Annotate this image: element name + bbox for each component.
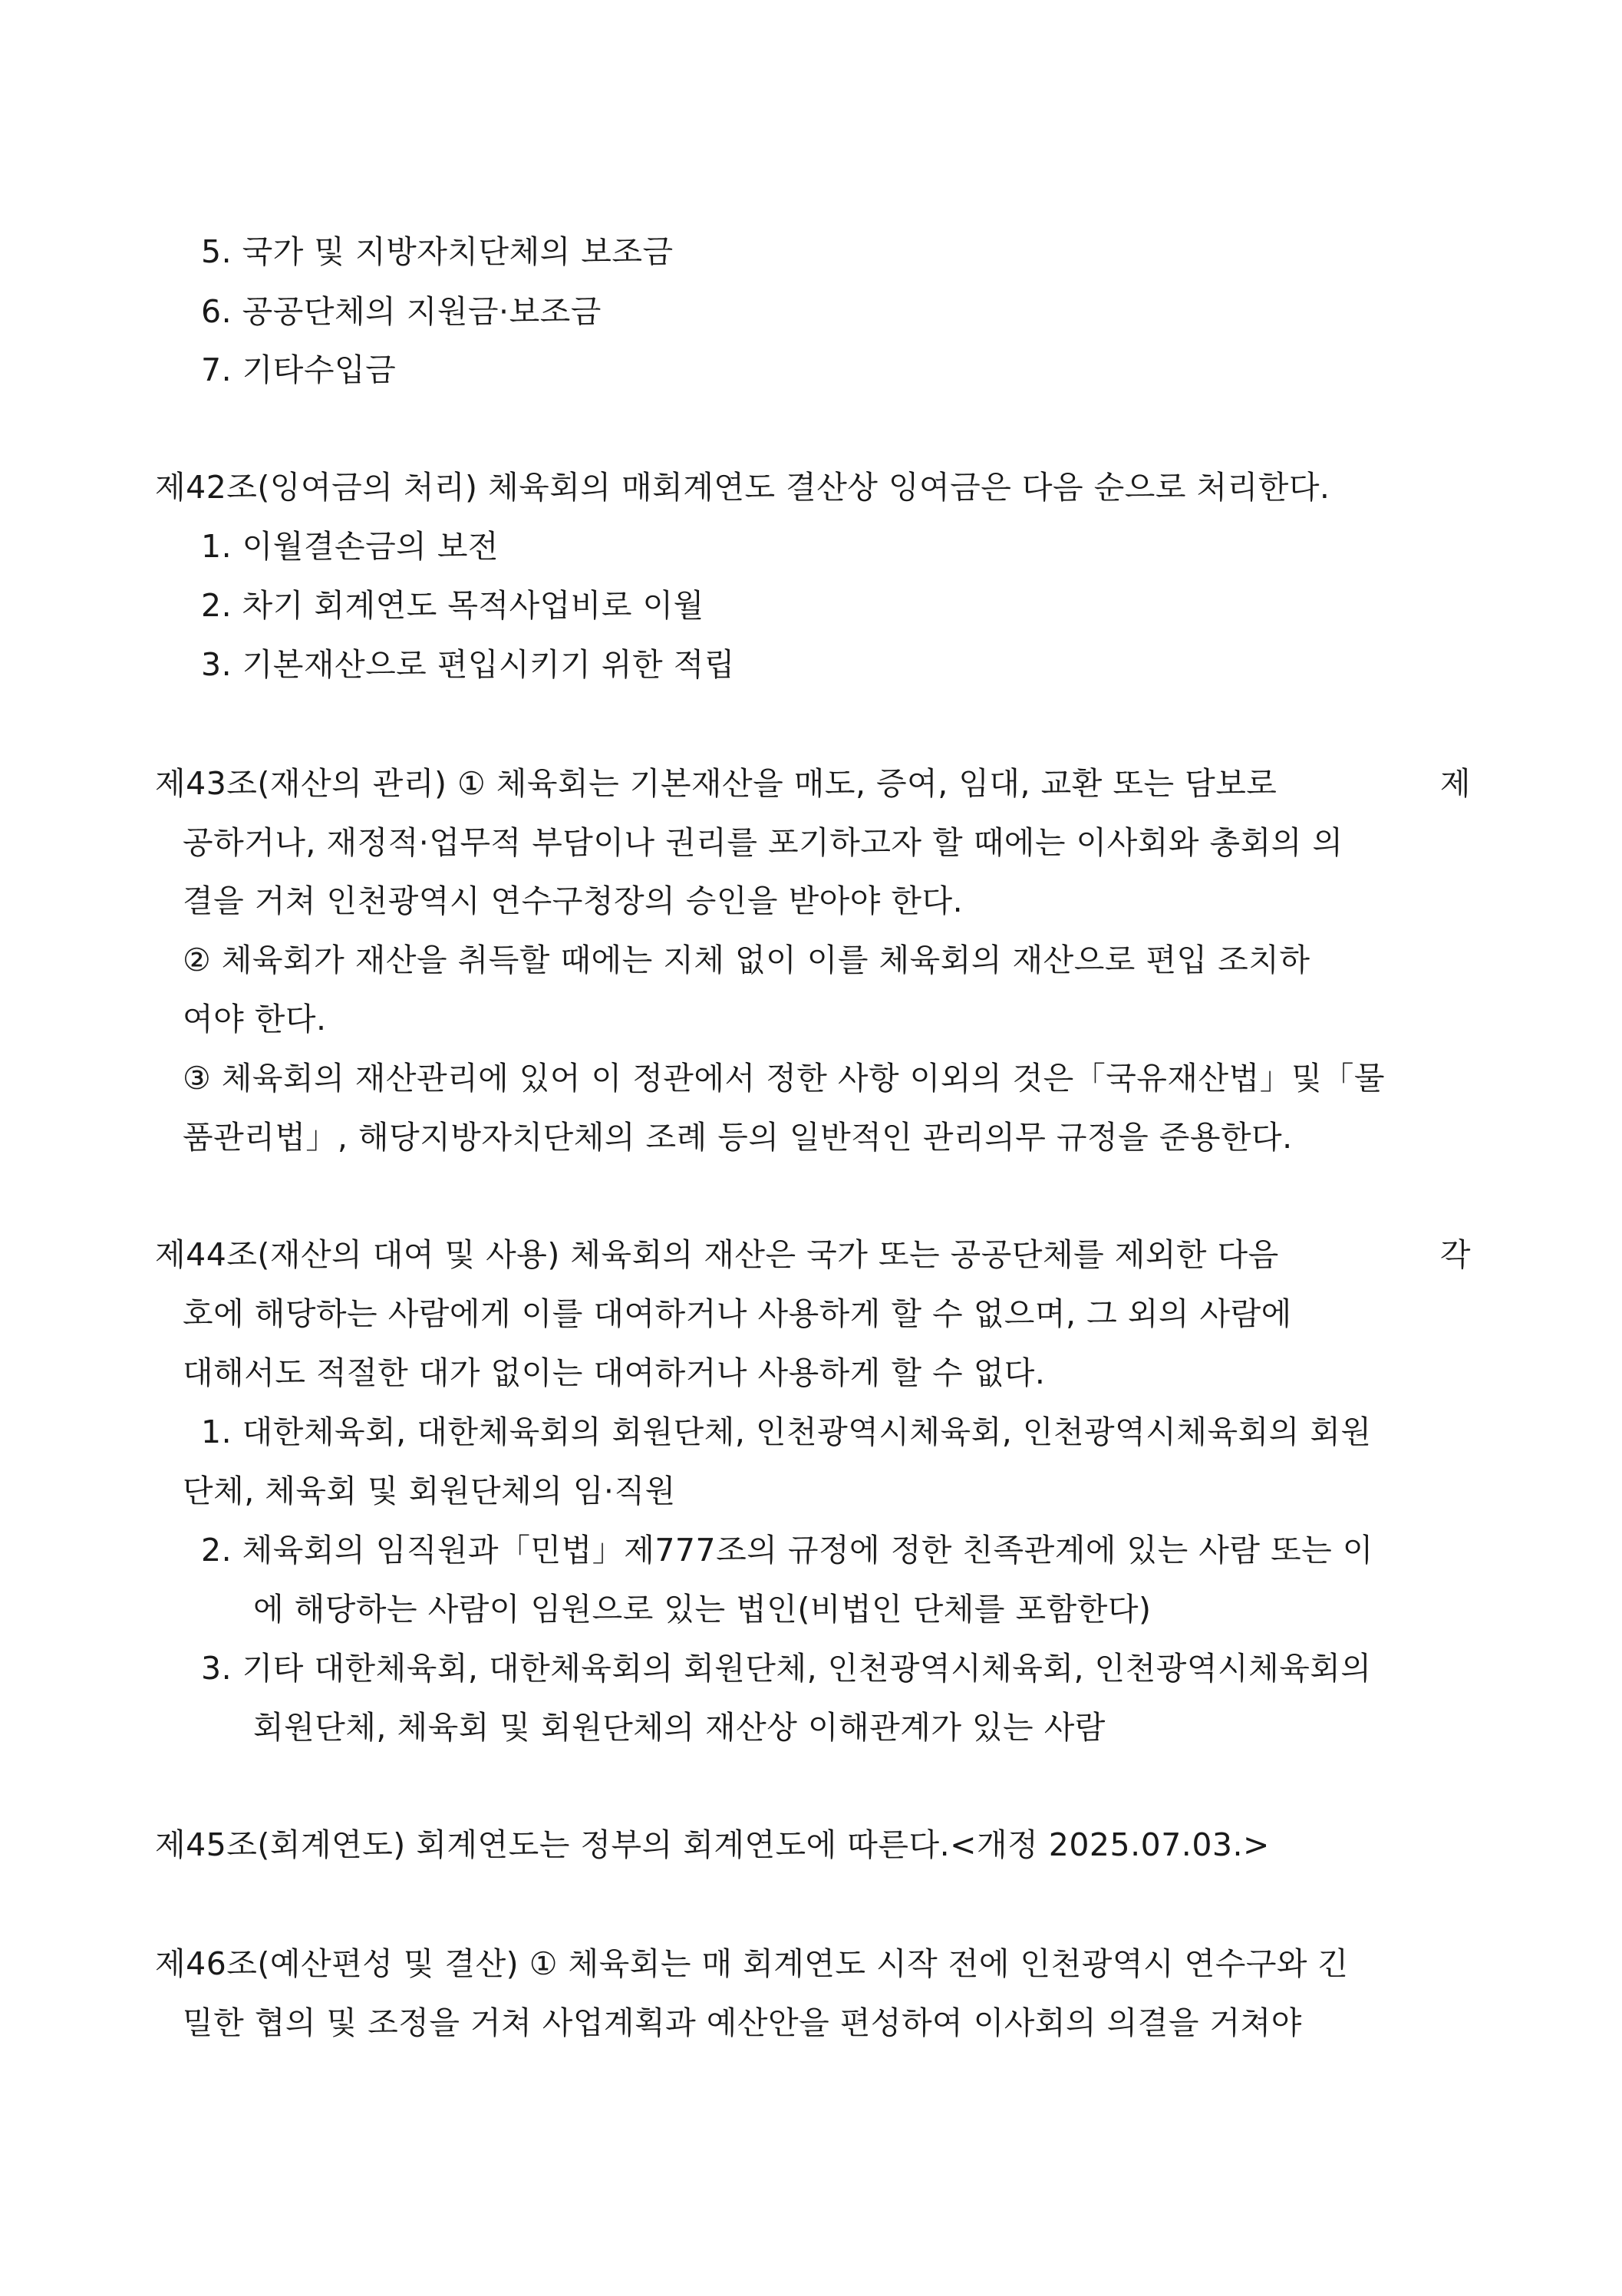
list-item-continuation: 에 해당하는 사람이 임원으로 있는 법인(비법인 단체를 포함한다) <box>253 1591 1152 1628</box>
list-item: 7. 기타수입금 <box>201 351 397 388</box>
article-heading: 제45조(회계연도) 회계연도는 정부의 회계연도에 따른다.<개정 2025.07.03.> <box>155 1826 1270 1863</box>
article-text: ② 체육회가 재산을 취득할 때에는 지체 없이 이를 체육회의 재산으로 편입 조치하 <box>183 942 1310 978</box>
article-text: 제44조(재산의 대여 및 사용) 체육회의 재산은 국가 또는 공공단체를 제외한 다음 <box>155 1236 1279 1273</box>
list-item-continuation: 회원단체, 체육회 및 회원단체의 재산상 이해관계가 있는 사람 <box>253 1709 1106 1746</box>
list-item: 1. 이월결손금의 보전 <box>201 528 499 565</box>
article-text: 결을 거쳐 인천광역시 연수구청장의 승인을 받아야 한다. <box>183 882 964 919</box>
list-item: 1. 대한체육회, 대한체육회의 회원단체, 인천광역시체육회, 인천광역시체육회의 회원 <box>201 1414 1372 1450</box>
article-text: 품관리법」, 해당지방자치단체의 조례 등의 일반적인 관리의무 규정을 준용한다. <box>183 1119 1293 1156</box>
article-heading-line <box>155 1233 1471 1276</box>
list-item: 2. 체육회의 임직원과「민법」제777조의 규정에 정한 친족관계에 있는 사람 또는 이 <box>201 1532 1373 1569</box>
list-item: 2. 차기 회계연도 목적사업비로 이월 <box>201 587 704 624</box>
list-item: 5. 국가 및 지방자치단체의 보조금 <box>201 233 674 270</box>
article-text: 제 <box>1439 765 1471 802</box>
article-heading: 제46조(예산편성 및 결산) ① 체육회는 매 회계연도 시작 전에 인천광역시 연수구와 긴 <box>155 1945 1349 1982</box>
article-text: 공하거나, 재정적·업무적 부담이나 권리를 포기하고자 할 때에는 이사회와 총회의 의 <box>183 824 1343 861</box>
article-text: ③ 체육회의 재산관리에 있어 이 정관에서 정한 사항 이외의 것은「국유재산법」및「물 <box>183 1060 1385 1097</box>
list-item: 3. 기본재산으로 편입시키기 위한 적립 <box>201 646 735 683</box>
list-item: 6. 공공단체의 지원금·보조금 <box>201 293 602 330</box>
article-text: 여야 한다. <box>183 1001 327 1037</box>
article-text: 밀한 협의 및 조정을 거쳐 사업계획과 예산안을 편성하여 이사회의 의결을 거쳐야 <box>183 2004 1302 2041</box>
article-heading-line <box>155 762 1471 805</box>
article-text: 대해서도 적절한 대가 없이는 대여하거나 사용하게 할 수 없다. <box>183 1354 1046 1391</box>
article-heading: 제42조(잉여금의 처리) 체육회의 매회계연도 결산상 잉여금은 다음 순으로 처리한다. <box>155 469 1330 506</box>
article-text: 제43조(재산의 관리) ① 체육회는 기본재산을 매도, 증여, 임대, 교환 또는 담보로 <box>155 765 1277 802</box>
article-text: 각 <box>1439 1236 1471 1273</box>
article-text: 호에 해당하는 사람에게 이를 대여하거나 사용하게 할 수 없으며, 그 외의 사람에 <box>183 1295 1292 1332</box>
list-item-continuation: 단체, 체육회 및 회원단체의 임·직원 <box>183 1473 676 1509</box>
list-item: 3. 기타 대한체육회, 대한체육회의 회원단체, 인천광역시체육회, 인천광역시체육회의 <box>201 1650 1372 1687</box>
